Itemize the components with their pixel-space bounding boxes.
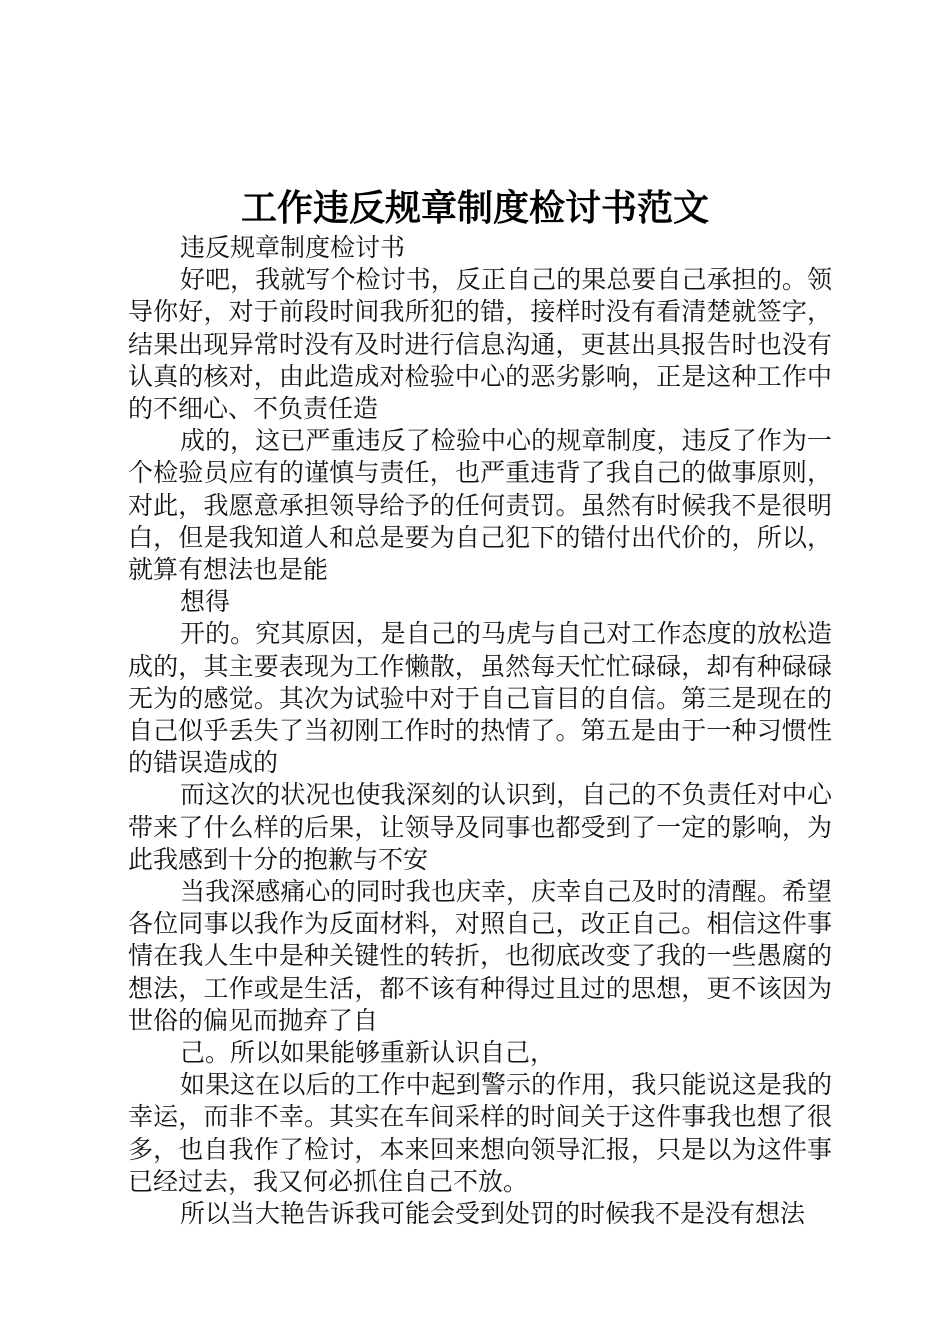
paragraph: 而这次的状况也使我深刻的认识到，自己的不负责任对中心带来了什么样的后果，让领导及同事也都受到了一定的影响，为此我感到十分的抱歉与不安 xyxy=(128,780,832,874)
paragraph: 好吧，我就写个检讨书，反正自己的果总要自己承担的。领导你好，对于前段时间我所犯的错，接样时没有看清楚就签字，结果出现异常时没有及时进行信息沟通，更甚出具报告时也没有认真的核对，由此造成对检验中心的恶劣影响，正是这种工作中的不细心、不负责任造 xyxy=(128,265,832,424)
document-body xyxy=(128,232,832,1230)
paragraph-subtitle: 违反规章制度检讨书 xyxy=(180,233,406,262)
paragraph: 己。所以如果能够重新认识自己， xyxy=(180,1038,556,1068)
paragraph: 所以当大艳告诉我可能会受到处罚的时候我不是没有想法 xyxy=(180,1199,806,1229)
paragraph: 如果这在以后的工作中起到警示的作用，我只能说这是我的幸运，而非不幸。其实在车间采样的时间关于这件事我也想了很多，也自我作了检讨，本来回来想向领导汇报，只是以为这件事已经过去，我又何必抓住自己不放。 xyxy=(128,1070,832,1196)
paragraph: 开的。究其原因，是自己的马虎与自己对工作态度的放松造成的，其主要表现为工作懒散，虽然每天忙忙碌碌，却有种碌碌无为的感觉。其次为试验中对于自己盲目的自信。第三是现在的自己似乎丢失了当初刚工作时的热情了。第五是由于一种习惯性的错误造成的 xyxy=(128,619,832,778)
paragraph: 当我深感痛心的同时我也庆幸，庆幸自己及时的清醒。希望各位同事以我作为反面材料，对照自己，改正自己。相信这件事情在我人生中是种关键性的转折，也彻底改变了我的一些愚腐的想法，工作或是生活，都不该有种得过且过的思想，更不该因为世俗的偏见而抛弃了自 xyxy=(128,877,832,1035)
paragraph: 成的，这已严重违反了检验中心的规章制度，违反了作为一个检验员应有的谨慎与责任，也严重违背了我自己的做事原则，对此，我愿意承担领导给予的任何责罚。虽然有时候我不是很明白，但是我知道人和总是要为自己犯下的错付出代价的，所以，就算有想法也是能 xyxy=(128,426,832,585)
document-title: 工作违反规章制度检讨书范文 xyxy=(240,187,709,229)
paragraph: 想得 xyxy=(180,587,231,617)
